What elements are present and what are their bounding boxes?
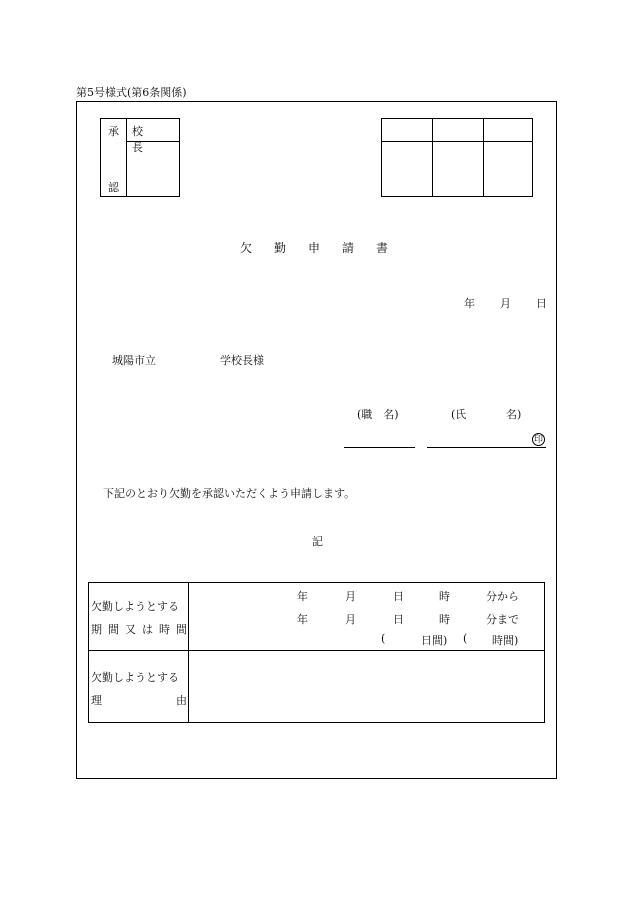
name-label-close: 名) [506,408,522,421]
reason-label-2 [91,692,187,708]
principal-header: 校長 [132,125,157,154]
addressee-principal: 学校長様 [220,354,264,367]
approval-grid [381,118,533,197]
form-number: 第5号様式(第6条関係) [76,86,187,99]
title-char: 書 [376,241,389,255]
from-year: 年 [297,590,308,603]
divider [89,650,544,651]
divider [188,583,189,722]
title-char: 申 [308,241,321,255]
date-day: 日 [536,297,547,310]
name-underline [427,447,546,448]
request-statement: 下記のとおり欠勤を承認いただくよう申請します。 [103,487,356,500]
period-label-2 [91,621,187,637]
to-minute: 分まで [486,613,519,626]
to-hour: 時 [439,613,450,626]
seal-mark: 印 [533,435,543,445]
from-day: 日 [393,590,404,603]
period-label-1: 欠勤しようとする [91,600,179,613]
reason-label-1: 欠勤しようとする [91,671,179,684]
date-year: 年 [464,297,475,310]
document-title [240,239,410,256]
position-underline [344,447,415,448]
divider [126,119,127,196]
label-char: 間 [108,623,119,636]
label-char: は [142,623,153,636]
divider [432,119,433,196]
hours-close: 時間) [492,634,519,647]
divider [382,141,532,142]
position-label: (職 名) [357,408,399,421]
ki-heading: 記 [312,535,323,548]
addressee-city: 城陽市立 [112,354,156,367]
label-char: 間 [176,623,187,636]
days-open: ( [381,632,386,645]
date-month: 月 [500,297,511,310]
approval-label-top: 承 [108,125,119,138]
days-close: 日間) [421,634,448,647]
from-minute: 分から [486,590,519,603]
label-char: 由 [176,694,187,707]
label-char: 理 [91,694,102,707]
label-char: 又 [125,623,136,636]
title-char: 欠 [240,241,253,255]
label-char: 時 [159,623,170,636]
approval-label-bottom: 認 [108,181,119,194]
title-char: 請 [342,241,355,255]
to-day: 日 [393,613,404,626]
from-hour: 時 [439,590,450,603]
divider [483,119,484,196]
title-char: 勤 [274,241,287,255]
approval-stamp-box [100,118,180,197]
to-month: 月 [345,613,356,626]
to-year: 年 [297,613,308,626]
from-month: 月 [345,590,356,603]
absence-table [88,582,545,723]
hours-open: ( [463,632,468,645]
label-char: 期 [91,623,102,636]
name-label-open: (氏 [451,408,467,421]
